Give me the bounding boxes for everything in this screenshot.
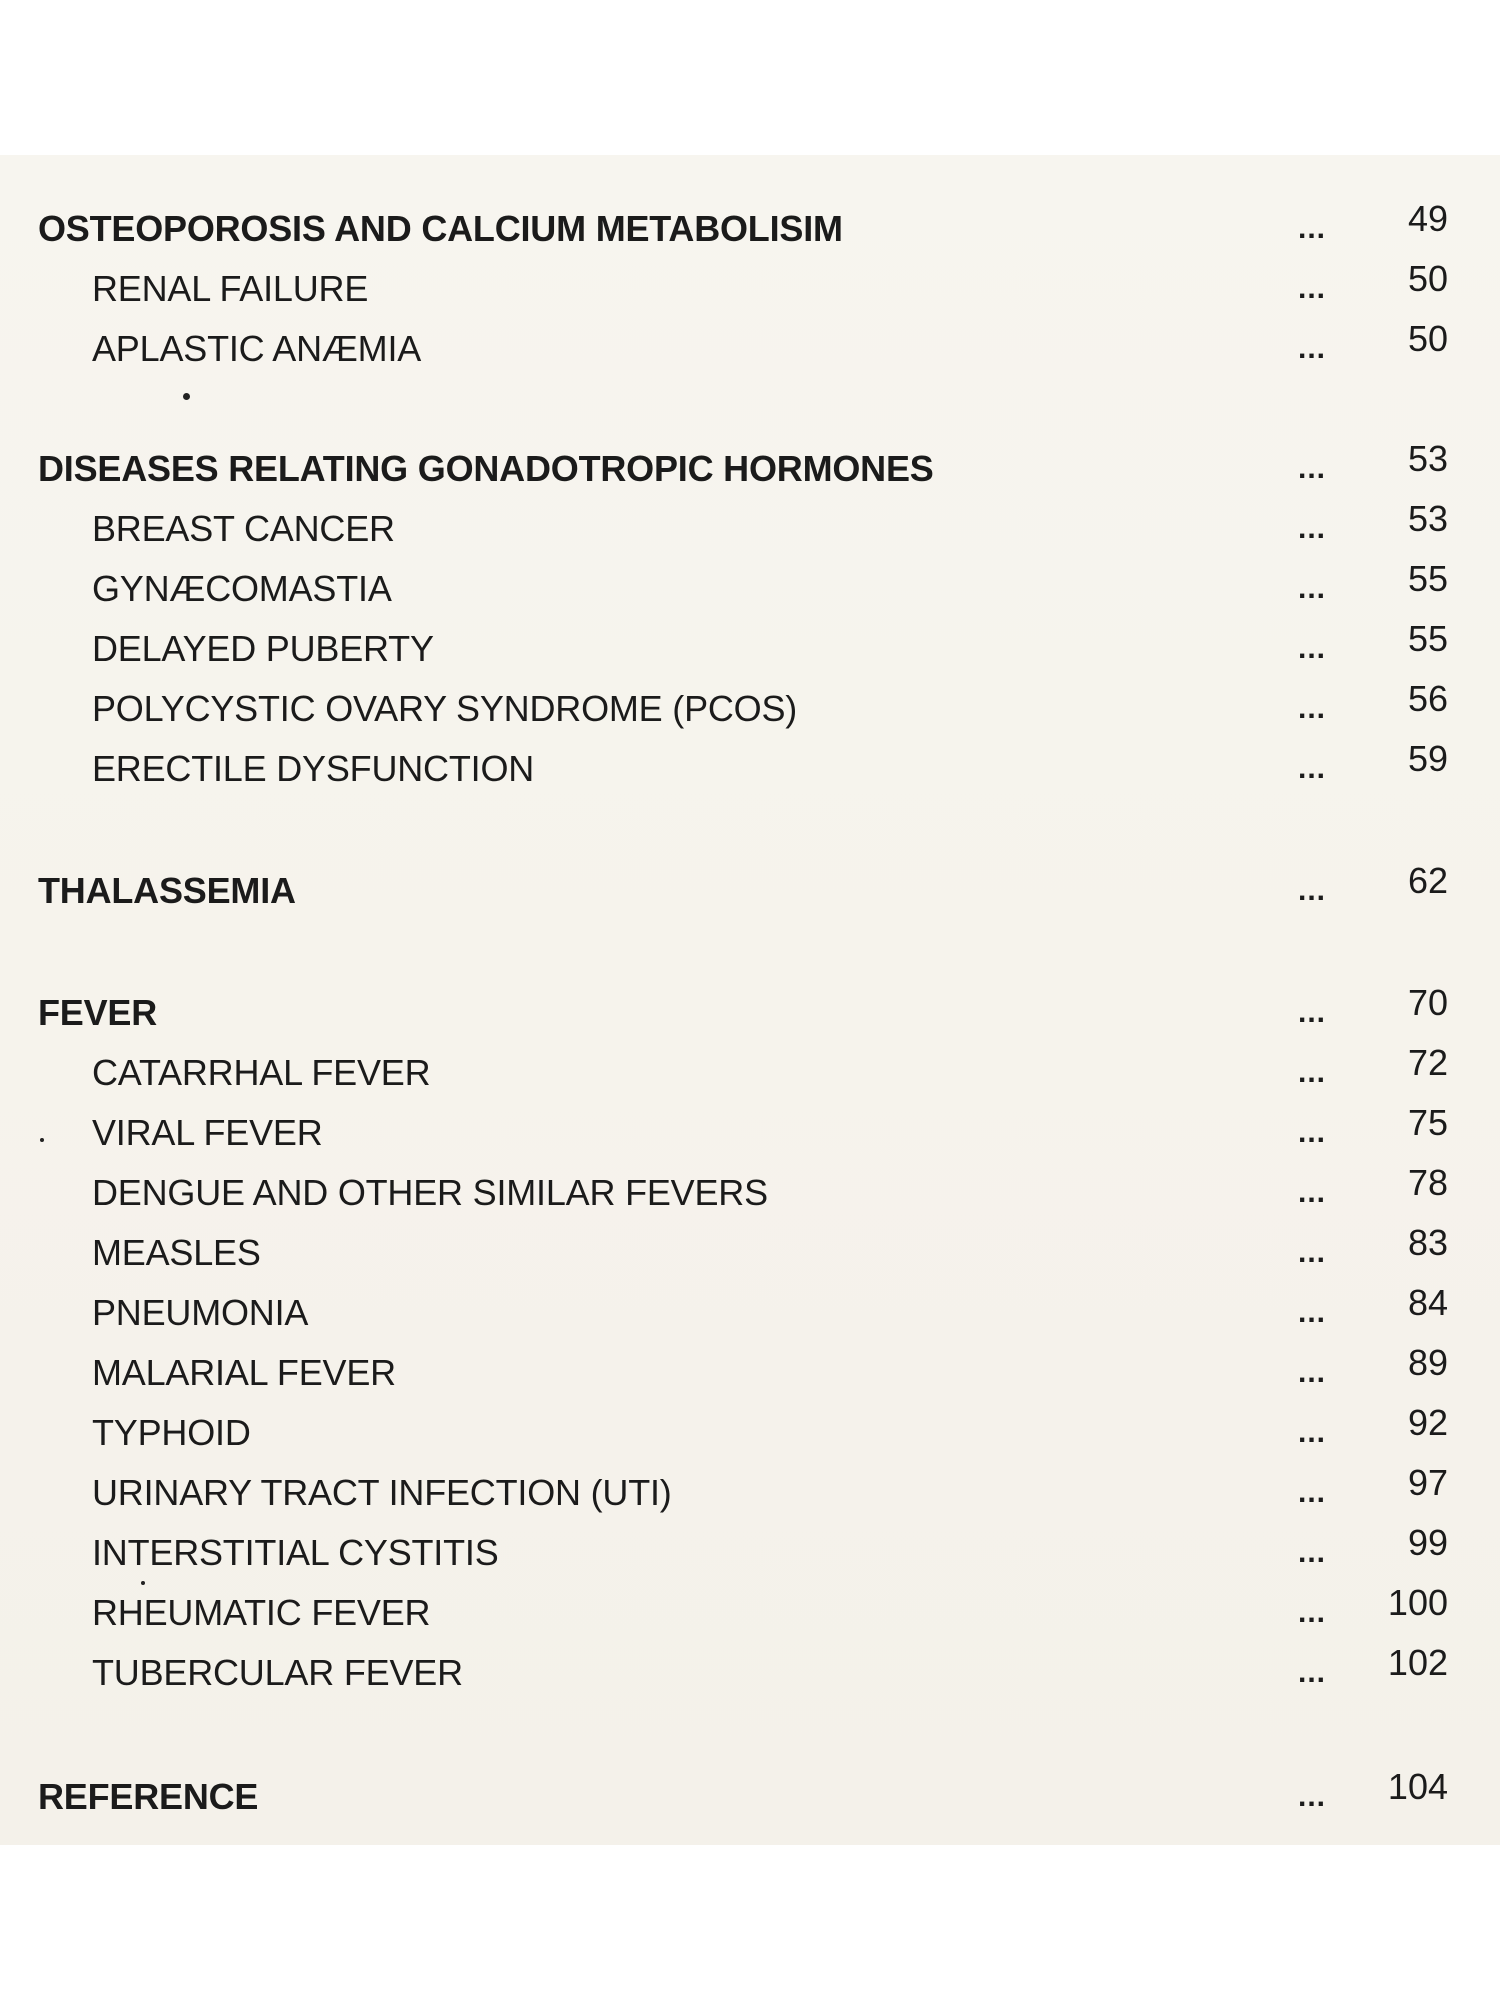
- toc-entry-leader: ...: [1298, 692, 1327, 725]
- toc-entry-title: TYPHOID: [92, 1412, 251, 1453]
- toc-entry-page: 62: [1407, 860, 1448, 901]
- toc-entry-page: 56: [1407, 678, 1448, 719]
- toc-entry: [0, 1522, 1500, 1581]
- toc-entry-page: 104: [1387, 1766, 1448, 1807]
- toc-entry: [0, 1642, 1500, 1701]
- toc-entry-title: URINARY TRACT INFECTION (UTI): [92, 1472, 672, 1513]
- toc-entry: [0, 258, 1500, 317]
- toc-entry-leader: ...: [1298, 1780, 1327, 1813]
- toc-entry-leader: ...: [1298, 1056, 1327, 1089]
- toc-entry: [0, 1402, 1500, 1461]
- toc-entry-leader: ...: [1298, 996, 1327, 1029]
- toc-entry-page: 50: [1407, 258, 1448, 299]
- toc-entry-page: 92: [1407, 1402, 1448, 1443]
- toc-entry-title: APLASTIC ANÆMIA: [92, 328, 422, 369]
- toc-entry-leader: ...: [1298, 272, 1327, 305]
- toc-entry-title: FEVER: [38, 992, 158, 1033]
- toc-entry-leader: ...: [1298, 874, 1327, 907]
- toc-entry: [0, 318, 1500, 377]
- toc-entry: [0, 738, 1500, 797]
- toc-entry-leader: ...: [1298, 572, 1327, 605]
- toc-entry: [0, 678, 1500, 737]
- toc-entry-page: 55: [1407, 618, 1448, 659]
- toc-entry-page: 83: [1407, 1222, 1448, 1263]
- toc-entry-title: OSTEOPOROSIS AND CALCIUM METABOLISIM: [38, 208, 843, 249]
- toc-entry-title: RENAL FAILURE: [92, 268, 369, 309]
- toc-entry-leader: ...: [1298, 332, 1327, 365]
- toc-entry: [0, 438, 1500, 497]
- toc-entry-leader: ...: [1298, 1476, 1327, 1509]
- toc-entry-title: POLYCYSTIC OVARY SYNDROME (PCOS): [92, 688, 798, 729]
- toc-entry-page: 78: [1407, 1162, 1448, 1203]
- toc-entry: [0, 1102, 1500, 1161]
- toc-entry-leader: ...: [1298, 1536, 1327, 1569]
- toc-entry: [0, 1462, 1500, 1521]
- toc-entry-page: 53: [1407, 438, 1448, 479]
- toc-entry-page: 49: [1407, 198, 1448, 239]
- toc-entry-title: DENGUE AND OTHER SIMILAR FEVERS: [92, 1172, 768, 1213]
- toc-entry-page: 102: [1387, 1642, 1448, 1683]
- toc-entry-title: GYNÆCOMASTIA: [92, 568, 392, 609]
- toc-entry-page: 70: [1407, 982, 1448, 1023]
- toc-entry-page: 53: [1407, 498, 1448, 539]
- print-speck: [183, 393, 190, 400]
- toc-entry-page: 55: [1407, 558, 1448, 599]
- toc-entry-page: 100: [1387, 1582, 1448, 1623]
- toc-entry-leader: ...: [1298, 1356, 1327, 1389]
- toc-entry: [0, 1582, 1500, 1641]
- toc-entry: [0, 1042, 1500, 1101]
- toc-entry-title: VIRAL FEVER: [92, 1112, 323, 1153]
- toc-entry-leader: ...: [1298, 1176, 1327, 1209]
- toc-entry: [0, 558, 1500, 617]
- toc-entry-title: ERECTILE DYSFUNCTION: [92, 748, 535, 789]
- toc-entry-title: TUBERCULAR FEVER: [92, 1652, 463, 1693]
- toc-entry: [0, 1162, 1500, 1221]
- toc-entry-title: DELAYED PUBERTY: [92, 628, 434, 669]
- toc-entry-page: 75: [1407, 1102, 1448, 1143]
- toc-entry-title: MALARIAL FEVER: [92, 1352, 396, 1393]
- toc-entry-leader: ...: [1298, 1596, 1327, 1629]
- toc-entry: [0, 498, 1500, 557]
- toc-entry: [0, 1222, 1500, 1281]
- toc-entry-page: 84: [1407, 1282, 1448, 1323]
- toc-entry: [0, 1282, 1500, 1341]
- toc-entry-title: INTERSTITIAL CYSTITIS: [92, 1532, 499, 1573]
- toc-entry-leader: ...: [1298, 752, 1327, 785]
- toc-entry-leader: ...: [1298, 1116, 1327, 1149]
- toc-entry-page: 50: [1407, 318, 1448, 359]
- toc-entry-page: 99: [1407, 1522, 1448, 1563]
- toc-entry-leader: ...: [1298, 212, 1327, 245]
- toc-entry-page: 97: [1407, 1462, 1448, 1503]
- toc-entry-page: 72: [1407, 1042, 1448, 1083]
- toc-entry-title: PNEUMONIA: [92, 1292, 309, 1333]
- toc-entry-title: CATARRHAL FEVER: [92, 1052, 431, 1093]
- toc-entry-leader: ...: [1298, 1656, 1327, 1689]
- toc-entry: [0, 1766, 1500, 1825]
- print-speck: [40, 1138, 44, 1142]
- toc-entry-page: 89: [1407, 1342, 1448, 1383]
- print-speck: [141, 1581, 145, 1585]
- toc-entry: [0, 982, 1500, 1041]
- toc-entry-page: 59: [1407, 738, 1448, 779]
- toc-entry-leader: ...: [1298, 1296, 1327, 1329]
- toc-entry-leader: ...: [1298, 512, 1327, 545]
- toc-entry-leader: ...: [1298, 632, 1327, 665]
- toc-entry-title: REFERENCE: [38, 1776, 259, 1817]
- toc-entry: [0, 198, 1500, 257]
- toc-entry-leader: ...: [1298, 452, 1327, 485]
- toc-entry-title: THALASSEMIA: [38, 870, 296, 911]
- toc-entry: [0, 860, 1500, 919]
- toc-entry-title: RHEUMATIC FEVER: [92, 1592, 431, 1633]
- toc-entry-leader: ...: [1298, 1416, 1327, 1449]
- toc-entry: [0, 1342, 1500, 1401]
- toc-entry-title: DISEASES RELATING GONADOTROPIC HORMONES: [38, 448, 934, 489]
- toc-entry: [0, 618, 1500, 677]
- toc-entry-title: MEASLES: [92, 1232, 261, 1273]
- toc-entry-title: BREAST CANCER: [92, 508, 395, 549]
- toc-entry-leader: ...: [1298, 1236, 1327, 1269]
- document-page: [0, 155, 1500, 1845]
